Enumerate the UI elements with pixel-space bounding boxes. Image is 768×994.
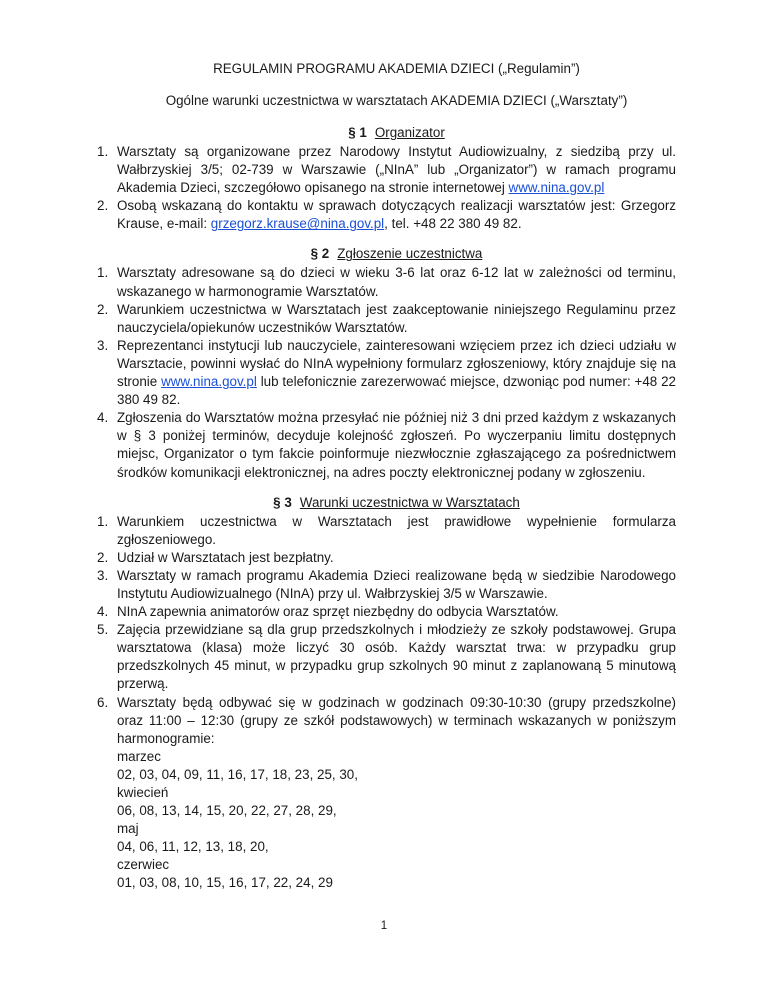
list-item <box>97 337 677 409</box>
item-text: Warunkiem uczestnictwa w Warsztatach jest prawidłowe wypełnienie formularza zgłoszeniowego. <box>117 513 676 547</box>
section-heading <box>117 245 676 263</box>
schedule-days: 04, 06, 11, 12, 13, 18, 20, <box>117 839 269 855</box>
item-text: Warsztaty adresowane są do dzieci w wieku 3-6 lat oraz 6-12 lat w zależności od terminu, wskazanego w harmonogramie Warsztatów. <box>117 265 676 299</box>
list-item <box>97 513 676 549</box>
section-number: § 2 <box>310 246 330 262</box>
list-item <box>97 264 676 300</box>
schedule-days: 01, 03, 08, 10, 15, 16, 17, 22, 24, 29 <box>117 875 333 891</box>
item-text: Warunkiem uczestnictwa w Warsztatach jest zaakceptowanie niniejszego Regulaminu przez nauczyciela/opiekunów uczestników Warsztatów. <box>117 301 676 335</box>
section-number: § 1 <box>348 125 367 140</box>
item-number: 1. <box>97 265 109 281</box>
list-item <box>97 567 676 603</box>
section-heading <box>117 124 676 142</box>
website-link[interactable]: www.nina.gov.pl <box>161 374 257 390</box>
list-item <box>97 621 676 693</box>
item-number: 5. <box>97 622 109 638</box>
item-text-after: , tel. +48 22 380 49 82. <box>384 216 522 232</box>
item-number: 1. <box>97 513 109 529</box>
schedule-days: 02, 03, 04, 09, 11, 16, 17, 18, 23, 25, 30, <box>117 766 358 782</box>
section-title: Warunki uczestnictwa w Warsztatach <box>299 494 520 510</box>
section-number: § 3 <box>273 494 292 510</box>
item-number: 3. <box>97 567 109 583</box>
document-title: REGULAMIN PROGRAMU AKADEMIA DZIECI („Regulamin”) <box>213 61 580 76</box>
item-text: Zgłoszenia do Warsztatów można przesyłać nie później niż 3 dni przed każdym z wskazanych w § 3 poniżej terminów, decyduje kolejność zgłoszeń. Po wyczerpaniu limitu dostępnych miejsc, Organizator o tym fakcie poinformuje niezwłocznie zgłaszającego za pośrednictwem środków komunikacji elektronicznej, na adres poczty elektronicznej podany w zgłoszeniu. <box>117 410 676 480</box>
list-item <box>97 409 676 481</box>
item-text: Warsztaty są organizowane przez Narodowy Instytut Audiowizualny, z siedzibą przy ul. Wałbrzyskiej 3/5; 02-739 w Warszawie („NInA” lub „Organizator”) w ramach programu Akademia Dzieci, szczegółowo opisanego na stronie internetowej <box>117 144 676 196</box>
item-number: 2. <box>97 549 109 565</box>
website-link[interactable]: www.nina.gov.pl <box>508 180 605 196</box>
schedule-days: 06, 08, 13, 14, 15, 20, 22, 27, 28, 29, <box>117 803 337 819</box>
schedule-month: maj <box>117 821 139 837</box>
item-text: Zajęcia przewidziane są dla grup przedszkolnych i młodzieży ze szkoły podstawowej. Grupa warsztatowa (klasa) może liczyć 30 osób. Każdy warsztat trwa: w przypadku grup przedszkolnych 45 minut, w przypadku grup szkolnych 90 minut z zaplanowaną 5 minutową przerwą. <box>117 622 676 692</box>
item-text: Reprezentanci instytucji lub nauczyciele, zainteresowani wzięciem przez ich dzieci udziału w Warsztacie, powinni wysłać do NInA wypełniony formularz zgłoszeniowy, który znajduje się na stronie <box>117 337 676 390</box>
item-number: 2. <box>97 301 109 317</box>
schedule-month: marzec <box>117 748 161 764</box>
section-1-organizer <box>97 124 676 233</box>
document-subtitle: Ogólne warunki uczestnictwa w warsztatach AKADEMIA DZIECI („Warsztaty”) <box>165 93 628 108</box>
section-heading <box>117 494 676 512</box>
section-3-conditions <box>97 494 676 893</box>
item-number: 1. <box>97 144 109 159</box>
list-item <box>97 197 676 233</box>
item-text-after: lub telefonicznie zarezerwować miejsce, dzwoniąc pod numer: +48 22 380 49 82. <box>117 374 677 408</box>
list-item <box>97 301 676 337</box>
section-2-registration <box>97 245 677 481</box>
item-text: Udział w Warsztatach jest bezpłatny. <box>117 549 334 565</box>
item-text: Osobą wskazaną do kontaktu w sprawach dotyczących realizacji warsztatów jest: Grzegorz Krause, e-mail: <box>117 198 676 232</box>
list-item <box>97 694 676 893</box>
item-text: NInA zapewnia animatorów oraz sprzęt niezbędny do odbycia Warsztatów. <box>117 604 559 620</box>
item-number: 4. <box>97 604 109 620</box>
page-number: 1 <box>380 920 388 932</box>
item-text: Warsztaty będą odbywać się w godzinach w godzinach 09:30-10:30 (grupy przedszkolne) oraz 11:00 – 12:30 (grupy ze szkół podstawowych) w terminach wskazanych w poniższym harmonogramie: <box>117 694 676 746</box>
section-title: Zgłoszenie uczestnictwa <box>337 246 483 262</box>
schedule-month: kwiecień <box>117 785 169 800</box>
item-text: Warsztaty w ramach programu Akademia Dzieci realizowane będą w siedzibie Narodowego Instytutu Audiowizualnego (NInA) przy ul. Wałbrzyskiej 3/5 w Warszawie. <box>117 567 676 601</box>
item-number: 6. <box>97 694 109 710</box>
schedule-month: czerwiec <box>117 857 170 873</box>
list-item <box>97 143 676 197</box>
email-link[interactable]: grzegorz.krause@nina.gov.pl <box>210 216 385 232</box>
item-number: 3. <box>97 337 109 353</box>
item-number: 4. <box>97 410 109 426</box>
section-title: Organizator <box>374 125 445 140</box>
list-item <box>97 549 676 567</box>
list-item <box>97 603 676 621</box>
item-number: 2. <box>97 198 109 214</box>
schedule <box>117 748 676 893</box>
